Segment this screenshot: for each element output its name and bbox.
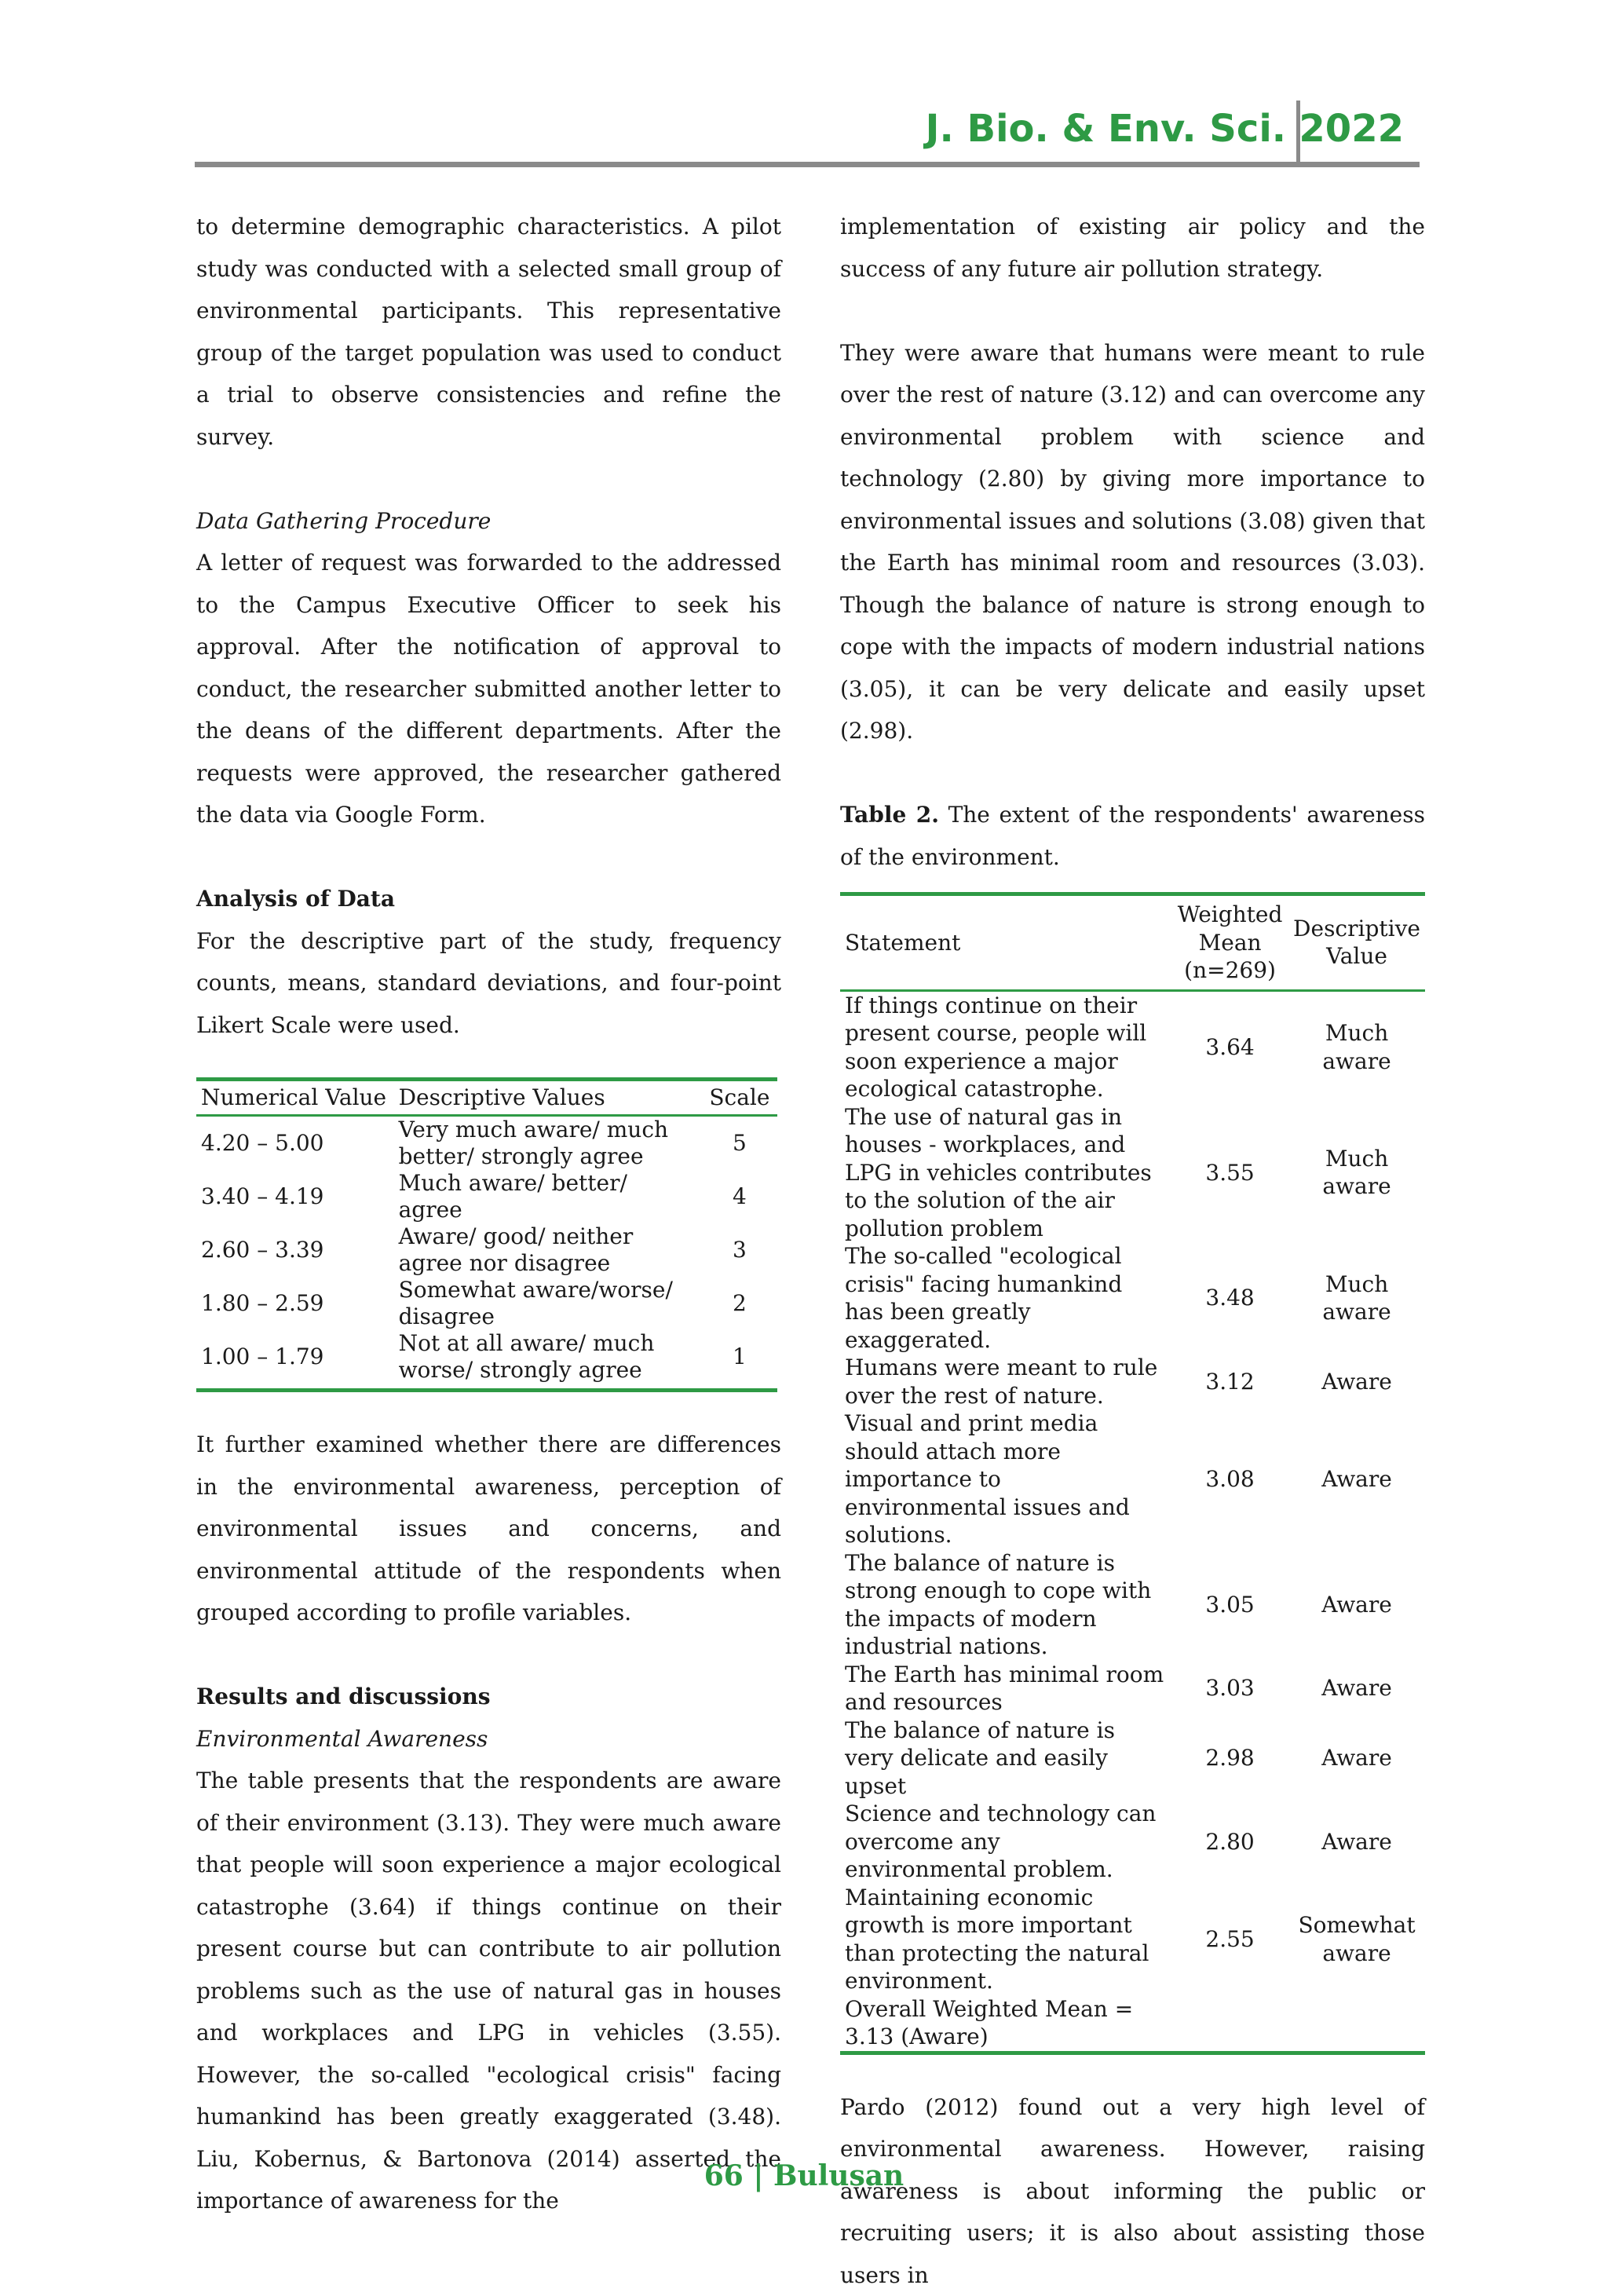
table-cell: Aware <box>1288 1549 1425 1661</box>
table-row <box>840 1549 1425 1661</box>
journal-year: 2022 <box>1299 107 1404 151</box>
table-row <box>840 1242 1425 1354</box>
table-cell: 3.48 <box>1171 1242 1288 1354</box>
paragraph: implementation of existing air policy and the success of any future air pollution strategy. <box>840 206 1425 290</box>
table-cell: 2.55 <box>1171 1884 1288 1995</box>
paragraph: to determine demographic characteristics. A pilot study was conducted with a selected small group of environmental participants. This representative group of the target population was used to conduct a trial to observe consistencies and refine the survey. <box>196 206 781 458</box>
table-row <box>840 1717 1425 1801</box>
table-cell: Somewhat aware/worse/ disagree <box>394 1277 702 1330</box>
paragraph: It further examined whether there are differences in the environmental awareness, perception of environmental issues and concerns, and environmental attitude of the respondents when grouped according to profile variables. <box>196 1424 781 1634</box>
table-cell: Much aware/ better/ agree <box>394 1170 702 1223</box>
table-cell: The balance of nature is very delicate and easily upset <box>840 1717 1171 1801</box>
table-cell: The use of natural gas in houses - workplaces, and LPG in vehicles contributes to the solution of the air pollution problem <box>840 1103 1171 1243</box>
table-cell: Aware/ good/ neither agree nor disagree <box>394 1223 702 1277</box>
table-caption-label: Table 2. <box>840 802 939 828</box>
table-cell: Aware <box>1288 1661 1425 1717</box>
table-cell: Aware <box>1288 1409 1425 1549</box>
table-header: Descriptive Values <box>394 1080 702 1116</box>
awareness-table <box>840 892 1425 2055</box>
table-cell: The Earth has minimal room and resources <box>840 1661 1171 1717</box>
table-cell: Aware <box>1288 1354 1425 1409</box>
table-cell: 3.08 <box>1171 1409 1288 1549</box>
left-column <box>196 206 781 2222</box>
table-header: Descriptive Value <box>1288 894 1425 991</box>
running-header <box>195 101 1420 166</box>
table-cell: 1.00 – 1.79 <box>196 1330 394 1391</box>
table-row <box>196 1330 777 1391</box>
section-heading-results: Results and discussions <box>196 1676 781 1718</box>
likert-scale-table <box>196 1077 777 1392</box>
table-row <box>840 1800 1425 1884</box>
table-cell: 3.03 <box>1171 1661 1288 1717</box>
table-cell: Somewhat aware <box>1288 1884 1425 1995</box>
table-row <box>196 1223 777 1277</box>
table-cell: Aware <box>1288 1800 1425 1884</box>
table-cell: 3.55 <box>1171 1103 1288 1243</box>
table-cell: Science and technology can overcome any environmental problem. <box>840 1800 1171 1884</box>
table-cell: Not at all aware/ much worse/ strongly agree <box>394 1330 702 1391</box>
table-cell: 4 <box>702 1170 777 1223</box>
table-header: Scale <box>702 1080 777 1116</box>
table-cell: Visual and print media should attach more importance to environmental issues and solutions. <box>840 1409 1171 1549</box>
table-cell: 2.60 – 3.39 <box>196 1223 394 1277</box>
table-cell: Maintaining economic growth is more important than protecting the natural environment. <box>840 1884 1171 1995</box>
header-rule <box>195 162 1420 167</box>
table-cell: 1 <box>702 1330 777 1391</box>
table-row <box>840 1409 1425 1549</box>
table-row <box>840 990 1425 1103</box>
table-row <box>840 1884 1425 1995</box>
table-row <box>196 1277 777 1330</box>
table-cell: If things continue on their present course, people will soon experience a major ecological catastrophe. <box>840 990 1171 1103</box>
table-row <box>196 1170 777 1223</box>
table-header: Statement <box>840 894 1171 991</box>
table-header: Numerical Value <box>196 1080 394 1116</box>
table-cell: 3 <box>702 1223 777 1277</box>
table-cell: 2.98 <box>1171 1717 1288 1801</box>
subsection-heading-env-awareness: Environmental Awareness <box>196 1718 781 1760</box>
table-cell: The so-called "ecological crisis" facing humankind has been greatly exaggerated. <box>840 1242 1171 1354</box>
table-cell: 2.80 <box>1171 1800 1288 1884</box>
table-row <box>840 1354 1425 1409</box>
table-cell: 4.20 – 5.00 <box>196 1116 394 1171</box>
table-cell: 2 <box>702 1277 777 1330</box>
table-row <box>196 1116 777 1171</box>
paragraph: For the descriptive part of the study, frequency counts, means, standard deviations, and four-point Likert Scale were used. <box>196 920 781 1047</box>
right-column <box>840 206 1425 2296</box>
paragraph: A letter of request was forwarded to the addressed to the Campus Executive Officer to seek his approval. After the notification of approval to conduct, the researcher submitted another letter to the deans of the different departments. After the requests were approved, the researcher gathered the data via Google Form. <box>196 542 781 836</box>
section-heading-data-gathering: Data Gathering Procedure <box>196 500 781 543</box>
table-cell: Humans were meant to rule over the rest of nature. <box>840 1354 1171 1409</box>
table-cell: Very much aware/ much better/ strongly agree <box>394 1116 702 1171</box>
table-cell: 3.40 – 4.19 <box>196 1170 394 1223</box>
table-caption <box>840 794 1425 878</box>
table-cell: 1.80 – 2.59 <box>196 1277 394 1330</box>
page-footer: 66 | Bulusan <box>0 2159 1608 2192</box>
table-header: Weighted Mean (n=269) <box>1171 894 1288 991</box>
table-cell: 3.05 <box>1171 1549 1288 1661</box>
overall-weighted-mean: Overall Weighted Mean = 3.13 (Aware) <box>840 1995 1171 2053</box>
table-cell: 3.12 <box>1171 1354 1288 1409</box>
table-cell: 3.64 <box>1171 990 1288 1103</box>
table-row-overall <box>840 1995 1425 2053</box>
table-cell: Much aware <box>1288 990 1425 1103</box>
table-cell: Aware <box>1288 1717 1425 1801</box>
table-row <box>840 1661 1425 1717</box>
table-cell: The balance of nature is strong enough to cope with the impacts of modern industrial nations. <box>840 1549 1171 1661</box>
table-cell: 5 <box>702 1116 777 1171</box>
paragraph: Pardo (2012) found out a very high level of environmental awareness. However, raising awareness is about informing the public or recruiting users; it is also about assisting those users in <box>840 2086 1425 2296</box>
table-cell: Much aware <box>1288 1242 1425 1354</box>
journal-name: J. Bio. & Env. Sci. <box>926 107 1286 151</box>
paragraph: They were aware that humans were meant to rule over the rest of nature (3.12) and can overcome any environmental problem with science and technology (2.80) by giving more importance to environmental issues and solutions (3.08) given that the Earth has minimal room and resources (3.03). Though the balance of nature is strong enough to cope with the impacts of modern industrial nations (3.05), it can be very delicate and easily upset (2.98). <box>840 332 1425 752</box>
table-caption-text: The extent of the respondents' awareness of the environment. <box>840 802 1425 870</box>
section-heading-analysis: Analysis of Data <box>196 878 781 920</box>
table-row <box>840 1103 1425 1243</box>
paragraph: The table presents that the respondents are aware of their environment (3.13). They were much aware that people will soon experience a major ecological catastrophe (3.64) if things continue on their present course but can contribute to air pollution problems such as the use of natural gas in houses and workplaces and LPG in vehicles (3.55). However, the so-called "ecological crisis" facing humankind has been greatly exaggerated (3.48). Liu, Kobernus, & Bartonova (2014) asserted the importance of awareness for the <box>196 1760 781 2222</box>
table-cell: Much aware <box>1288 1103 1425 1243</box>
